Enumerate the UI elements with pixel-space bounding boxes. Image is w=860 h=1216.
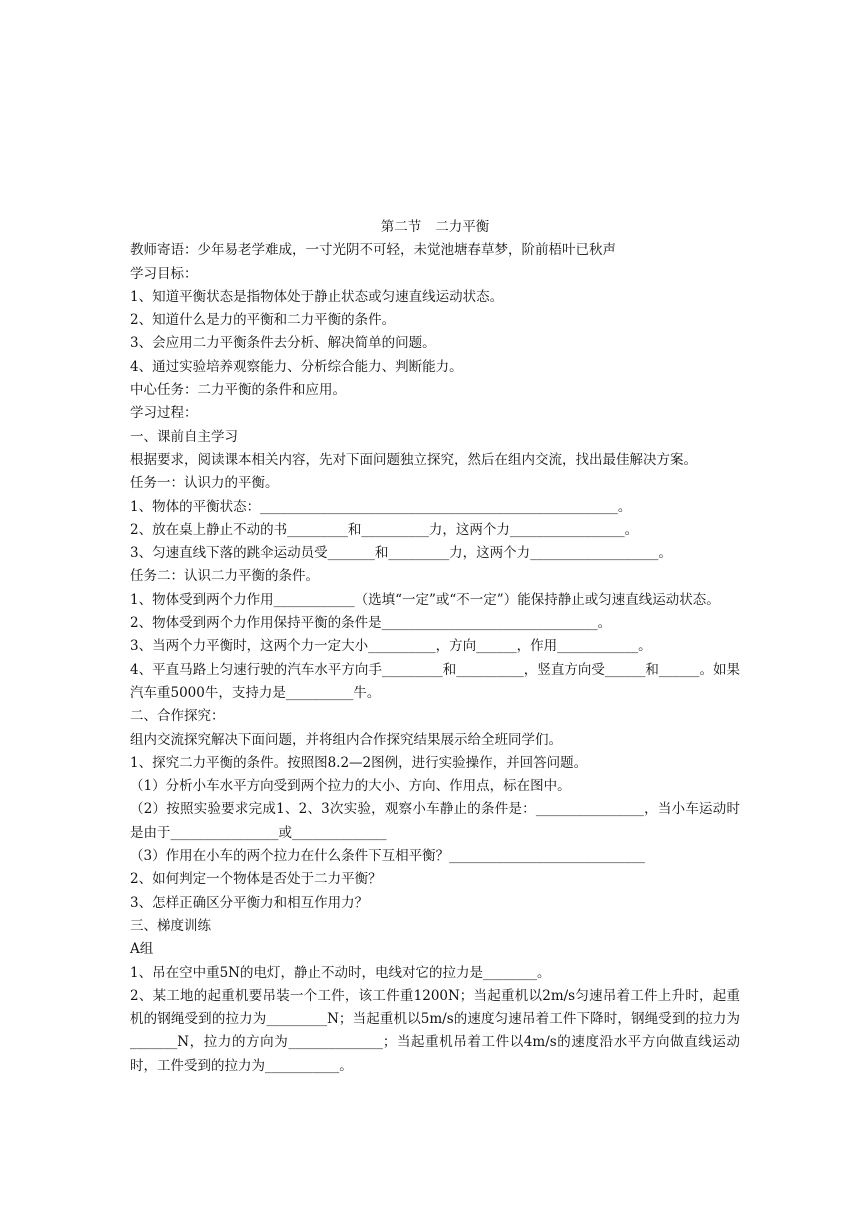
- task-one-heading: 任务一：认识力的平衡。: [130, 475, 279, 492]
- goal-item: 1、知道平衡状态是指物体处于静止状态或匀速直线运动状态。: [130, 288, 504, 305]
- section-number: 第二节: [380, 219, 422, 235]
- question-item: 1、物体的平衡状态：_____________________________________________________。: [130, 498, 632, 515]
- central-task: 中心任务：二力平衡的条件和应用。: [130, 382, 346, 399]
- goals-heading: 学习目标：: [130, 265, 198, 282]
- document-page: [130, 216, 740, 1078]
- question-item: 4、平直马路上匀速行驶的汽车水平方向手_________和__________，竖直方向受______和______。如果汽车重5000牛，支持力是__________牛。: [130, 661, 740, 701]
- question-item: 2、某工地的起重机要吊装一个工件，该工件重1200N；当起重机以2m/s匀速吊着工件上升时，起重机的钢绳受到的拉力为_________N；当起重机以5m/s的速度匀速吊着工件下降时，钢绳受到的拉力为_______N，拉力的方向为______________；当起重机吊着工件以4m/s的速度沿水平方向做直线运动时，工件受到的拉力为___________。: [130, 987, 740, 1074]
- part-one-instructions: 根据要求，阅读课本相关内容，先对下面问题独立探究，然后在组内交流，找出最佳解决方案。: [130, 451, 697, 468]
- sub-question: （1）分析小车水平方向受到两个拉力的大小、方向、作用点，标在图中。: [130, 778, 571, 795]
- goal-item: 4、通过实验培养观察能力、分析综合能力、判断能力。: [130, 358, 463, 375]
- sub-question: （3）作用在小车的两个拉力在什么条件下互相平衡？_____________________________: [130, 848, 645, 865]
- page-title: [130, 216, 740, 239]
- question-item: 1、探究二力平衡的条件。按照图8.2—2图例，进行实验操作，并回答问题。: [130, 754, 588, 771]
- question-item: 2、如何判定一个物体是否处于二力平衡？: [130, 871, 382, 888]
- question-item: 3、当两个力平衡时，这两个力一定大小__________，方向______，作用____________。: [130, 638, 652, 655]
- part-two-instructions: 组内交流探究解决下面问题，并将组内合作探究结果展示给全班同学们。: [130, 731, 562, 748]
- group-a-heading: A组: [130, 941, 154, 958]
- task-two-heading: 任务二：认识二力平衡的条件。: [130, 568, 319, 585]
- teacher-message: 教师寄语：少年易老学难成，一寸光阴不可轻，未觉池塘春草梦，阶前梧叶已秋声: [130, 242, 616, 259]
- part-two-heading: 二、合作探究：: [130, 708, 225, 725]
- sub-question: （2）按照实验要求完成1、2、3次实验，观察小车静止的条件是：________________，当小车运动时是由于________________或______________: [130, 801, 740, 841]
- goal-item: 3、会应用二力平衡条件去分析、解决简单的问题。: [130, 335, 436, 352]
- question-item: 1、物体受到两个力作用____________（选填“一定”或“不一定”）能保持静止或匀速直线运动状态。: [130, 591, 720, 608]
- part-three-heading: 三、梯度训练: [130, 917, 211, 934]
- question-item: 3、怎样正确区分平衡力和相互作用力？: [130, 894, 369, 911]
- question-item: 2、放在桌上静止不动的书_________和__________力，这两个力_________________。: [130, 521, 639, 538]
- goal-item: 2、知道什么是力的平衡和二力平衡的条件。: [130, 312, 396, 329]
- section-name: 二力平衡: [435, 219, 490, 235]
- question-item: 2、物体受到两个力作用保持平衡的条件是________________________________。: [130, 615, 612, 632]
- process-heading: 学习过程：: [130, 405, 198, 422]
- question-item: 3、匀速直线下落的跳伞运动员受_______和_________力，这两个力___________________。: [130, 545, 672, 562]
- part-one-heading: 一、课前自主学习: [130, 428, 238, 445]
- question-item: 1、吊在空中重5N的电灯，静止不动时，电线对它的拉力是________。: [130, 964, 551, 981]
